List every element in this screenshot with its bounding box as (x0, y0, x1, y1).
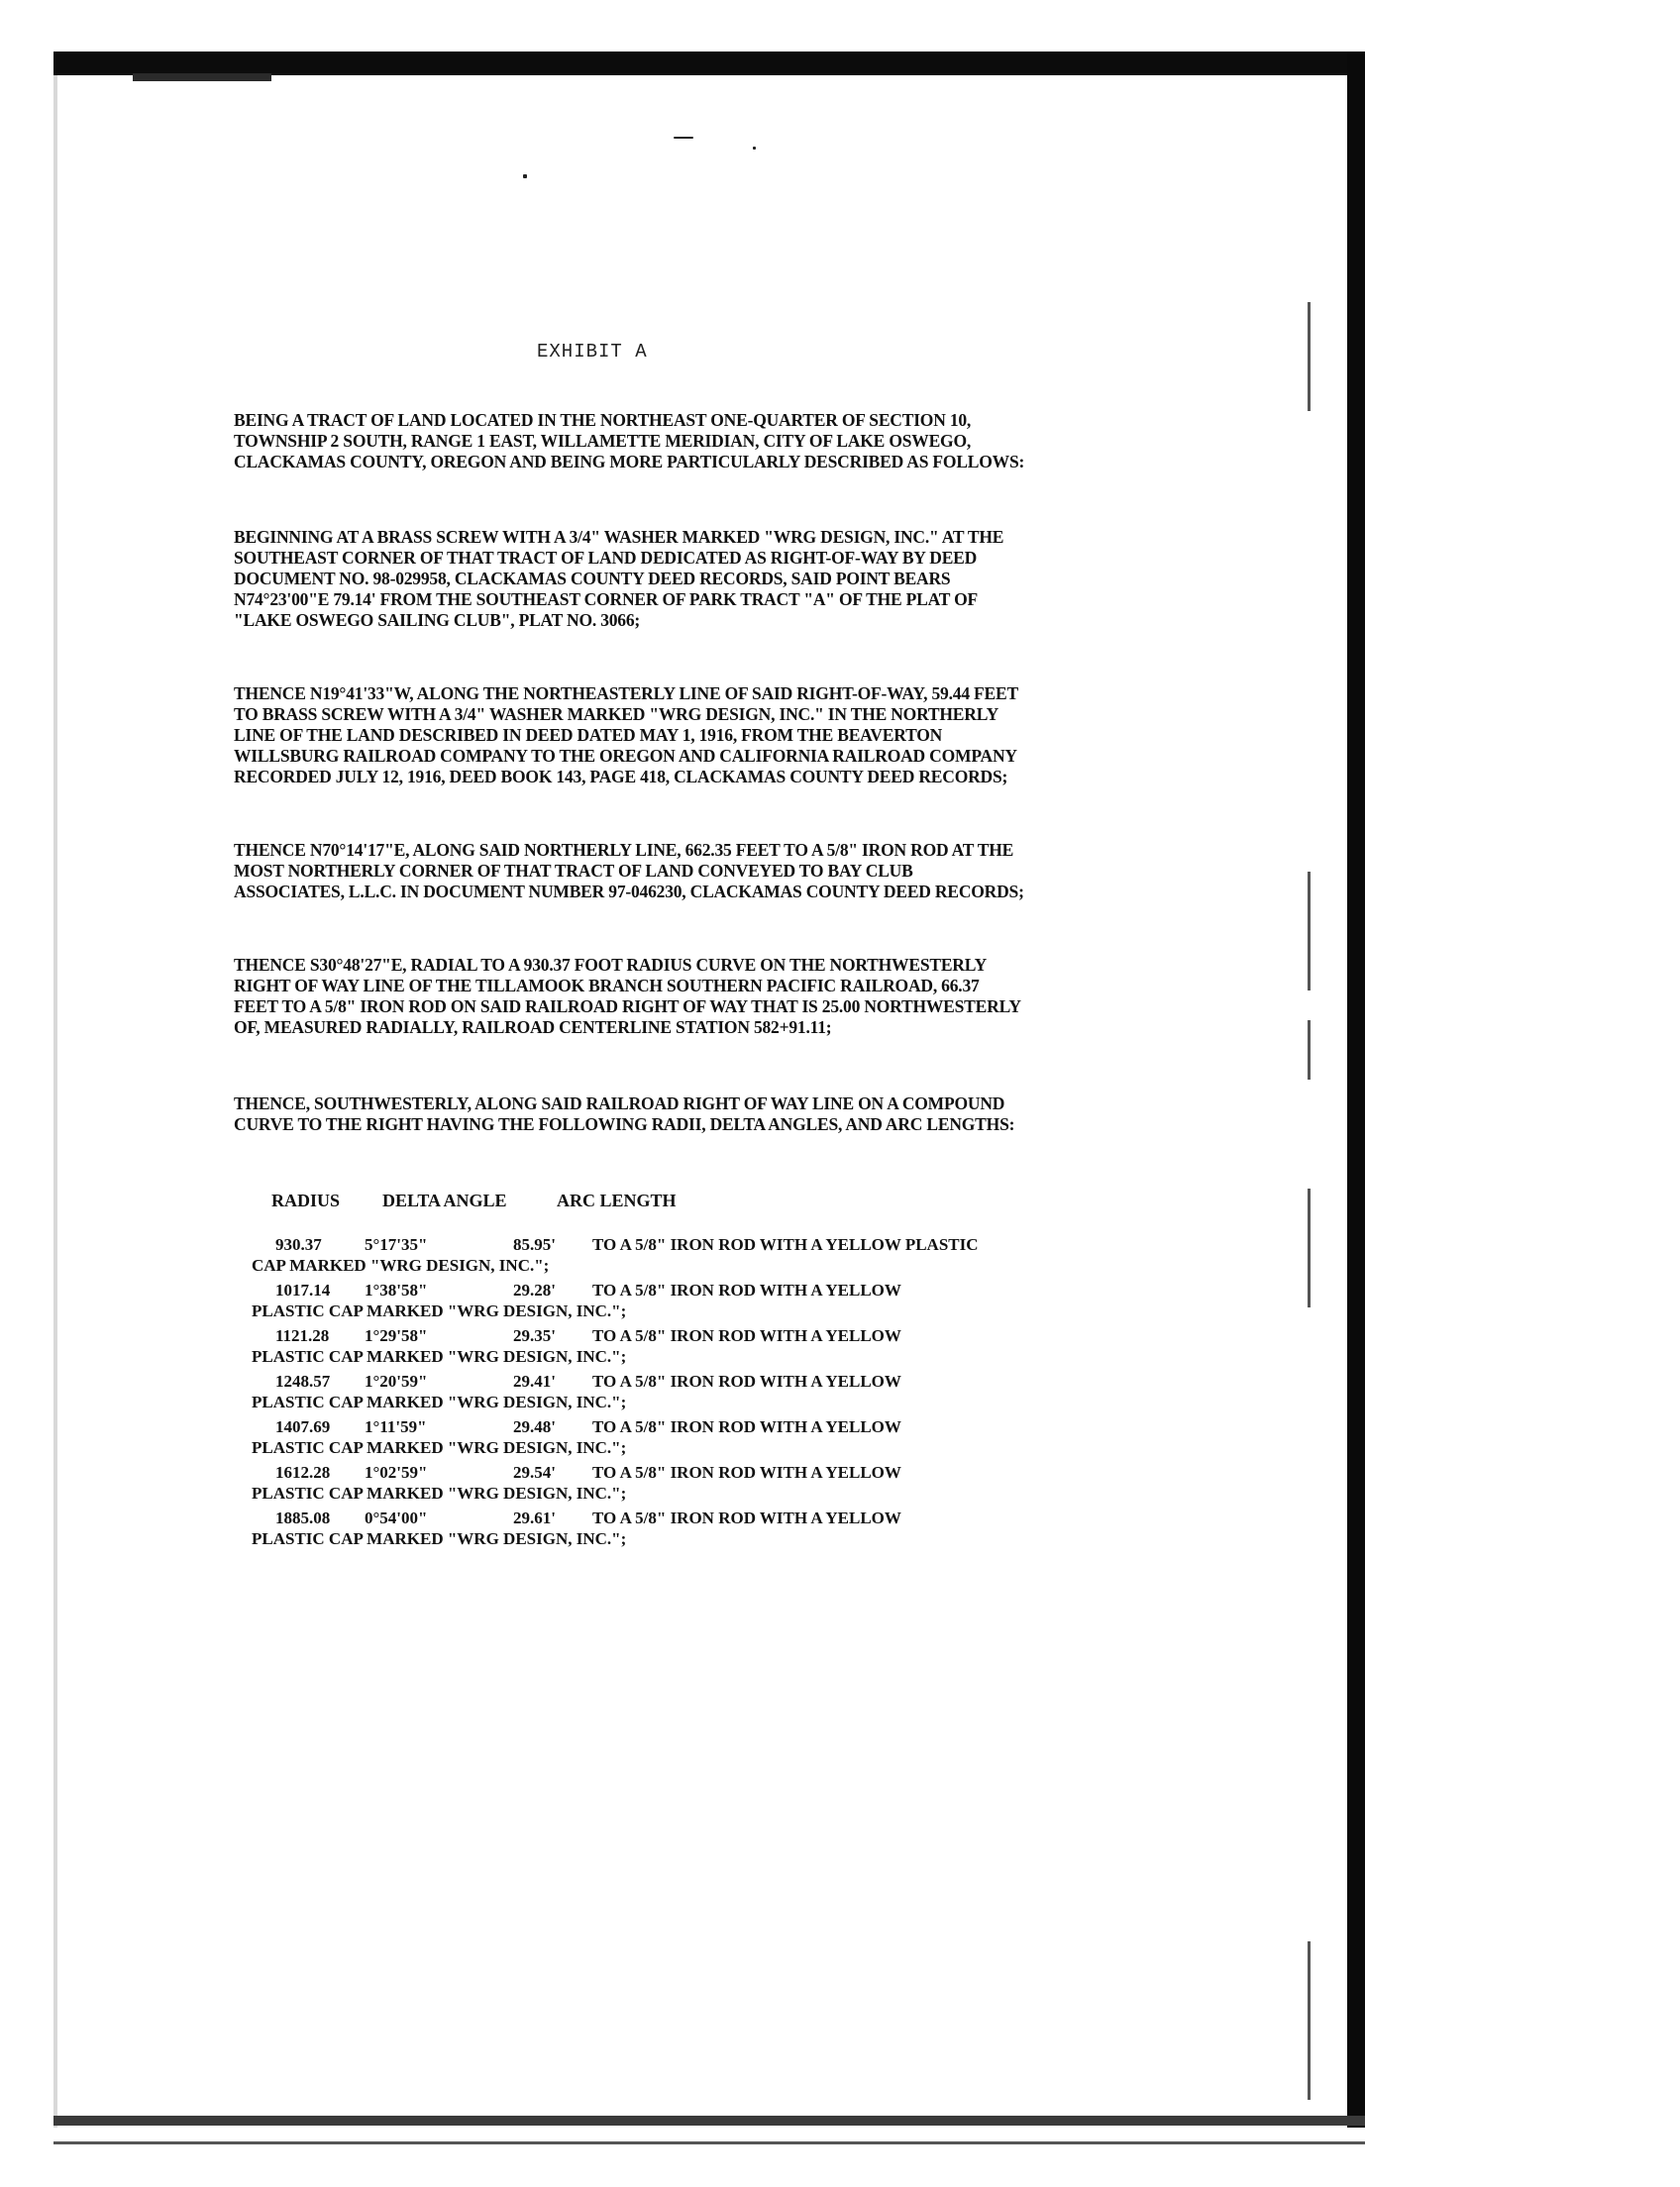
cell-radius: 1248.57 (275, 1372, 331, 1391)
curve-table-row (252, 1234, 1048, 1276)
cell-description-continued: PLASTIC CAP MARKED "WRG DESIGN, INC."; (252, 1393, 627, 1411)
curve-table-row (252, 1416, 1048, 1458)
cell-delta-angle: 1°11'59" (365, 1417, 427, 1436)
cell-description-continued: PLASTIC CAP MARKED "WRG DESIGN, INC."; (252, 1347, 627, 1366)
cell-arc-length: 29.28' (513, 1281, 556, 1300)
cell-delta-angle: 1°29'58" (365, 1326, 428, 1345)
cell-description: TO A 5/8" IRON ROD WITH A YELLOW (592, 1326, 901, 1345)
curve-table-row (252, 1280, 1048, 1321)
cell-arc-length: 29.54' (513, 1463, 556, 1482)
cell-arc-length: 29.41' (513, 1372, 556, 1391)
cell-description-continued: PLASTIC CAP MARKED "WRG DESIGN, INC."; (252, 1302, 627, 1320)
cell-description: TO A 5/8" IRON ROD WITH A YELLOW (592, 1372, 901, 1391)
cell-description: TO A 5/8" IRON ROD WITH A YELLOW (592, 1281, 901, 1300)
cell-description-continued: PLASTIC CAP MARKED "WRG DESIGN, INC."; (252, 1529, 627, 1548)
paragraph-course-3: THENCE S30°48'27"E, RADIAL TO A 930.37 FOOT RADIUS CURVE ON THE NORTHWESTERLY RIGHT OF WAY LINE OF THE TILLAMOOK BRANCH SOUTHERN PACIFIC RAILROAD, 66.37 FEET TO A 5/8" IRON ROD ON SAID RAILROAD RIGHT OF WAY THAT IS 25.00 NORTHWESTERLY OF, MEASURED RADIALLY, RAILROAD CENTERLINE STATION 582+91.11; (234, 955, 1021, 1037)
curve-table-row (252, 1371, 1048, 1412)
cell-description-continued: PLASTIC CAP MARKED "WRG DESIGN, INC."; (252, 1438, 627, 1457)
cell-description: TO A 5/8" IRON ROD WITH A YELLOW (592, 1463, 901, 1482)
paragraph-course-1: THENCE N19°41'33"W, ALONG THE NORTHEASTERLY LINE OF SAID RIGHT-OF-WAY, 59.44 FEET TO BRASS SCREW WITH A 3/4" WASHER MARKED "WRG DESIGN, INC." IN THE NORTHERLY LINE OF THE LAND DESCRIBED IN DEED DATED MAY 1, 1916, FROM THE BEAVERTON WILLSBURG RAILROAD COMPANY TO THE OREGON AND CALIFORNIA RAILROAD COMPANY RECORDED JULY 12, 1916, DEED BOOK 143, PAGE 418, CLACKAMAS COUNTY DEED RECORDS; (234, 683, 1018, 786)
cell-delta-angle: 0°54'00" (365, 1509, 428, 1527)
cell-arc-length: 29.61' (513, 1509, 556, 1527)
paragraph-intro: BEING A TRACT OF LAND LOCATED IN THE NORTHEAST ONE-QUARTER OF SECTION 10, TOWNSHIP 2 SOUTH, RANGE 1 EAST, WILLAMETTE MERIDIAN, CITY OF LAKE OSWEGO, CLACKAMAS COUNTY, OREGON AND BEING MORE PARTICULARLY DESCRIBED AS FOLLOWS: (234, 410, 1025, 471)
document-title: EXHIBIT A (537, 341, 648, 363)
cell-radius: 1885.08 (275, 1509, 331, 1527)
curve-table-row (252, 1325, 1048, 1367)
cell-delta-angle: 1°02'59" (365, 1463, 428, 1482)
cell-radius: 930.37 (275, 1235, 322, 1254)
header-delta-angle: DELTA ANGLE (382, 1191, 507, 1210)
cell-delta-angle: 1°20'59" (365, 1372, 428, 1391)
cell-radius: 1612.28 (275, 1463, 331, 1482)
header-arc-length: ARC LENGTH (557, 1191, 677, 1210)
paragraph-beginning: BEGINNING AT A BRASS SCREW WITH A 3/4" WASHER MARKED "WRG DESIGN, INC." AT THE SOUTHEAST CORNER OF THAT TRACT OF LAND DEDICATED AS RIGHT-OF-WAY BY DEED DOCUMENT NO. 98-029958, CLACKAMAS COUNTY DEED RECORDS, SAID POINT BEARS N74°23'00"E 79.14' FROM THE SOUTHEAST CORNER OF PARK TRACT "A" OF THE PLAT OF "LAKE OSWEGO SAILING CLUB", PLAT NO. 3066; (234, 527, 1004, 630)
paragraph-curve-intro: THENCE, SOUTHWESTERLY, ALONG SAID RAILROAD RIGHT OF WAY LINE ON A COMPOUND CURVE TO THE RIGHT HAVING THE FOLLOWING RADII, DELTA ANGLES, AND ARC LENGTHS: (234, 1094, 1015, 1134)
cell-arc-length: 29.48' (513, 1417, 556, 1436)
paragraph-course-2: THENCE N70°14'17"E, ALONG SAID NORTHERLY LINE, 662.35 FEET TO A 5/8" IRON ROD AT THE MOST NORTHERLY CORNER OF THAT TRACT OF LAND CONVEYED TO BAY CLUB ASSOCIATES, L.L.C. IN DOCUMENT NUMBER 97-046230, CLACKAMAS COUNTY DEED RECORDS; (234, 840, 1024, 901)
cell-radius: 1017.14 (275, 1281, 331, 1300)
header-radius: RADIUS (271, 1191, 341, 1210)
cell-delta-angle: 5°17'35" (365, 1235, 428, 1254)
curve-table-row (252, 1508, 1048, 1549)
cell-description: TO A 5/8" IRON ROD WITH A YELLOW (592, 1417, 901, 1436)
cell-delta-angle: 1°38'58" (365, 1281, 428, 1300)
cell-description-continued: CAP MARKED "WRG DESIGN, INC."; (252, 1256, 550, 1275)
cell-radius: 1121.28 (275, 1326, 330, 1345)
cell-arc-length: 85.95' (513, 1235, 556, 1254)
cell-description: TO A 5/8" IRON ROD WITH A YELLOW (592, 1509, 901, 1527)
curve-table-row (252, 1462, 1048, 1504)
cell-description: TO A 5/8" IRON ROD WITH A YELLOW PLASTIC (592, 1235, 979, 1254)
cell-arc-length: 29.35' (513, 1326, 556, 1345)
cell-description-continued: PLASTIC CAP MARKED "WRG DESIGN, INC."; (252, 1484, 627, 1503)
cell-radius: 1407.69 (275, 1417, 331, 1436)
curve-table-header (271, 1191, 677, 1211)
